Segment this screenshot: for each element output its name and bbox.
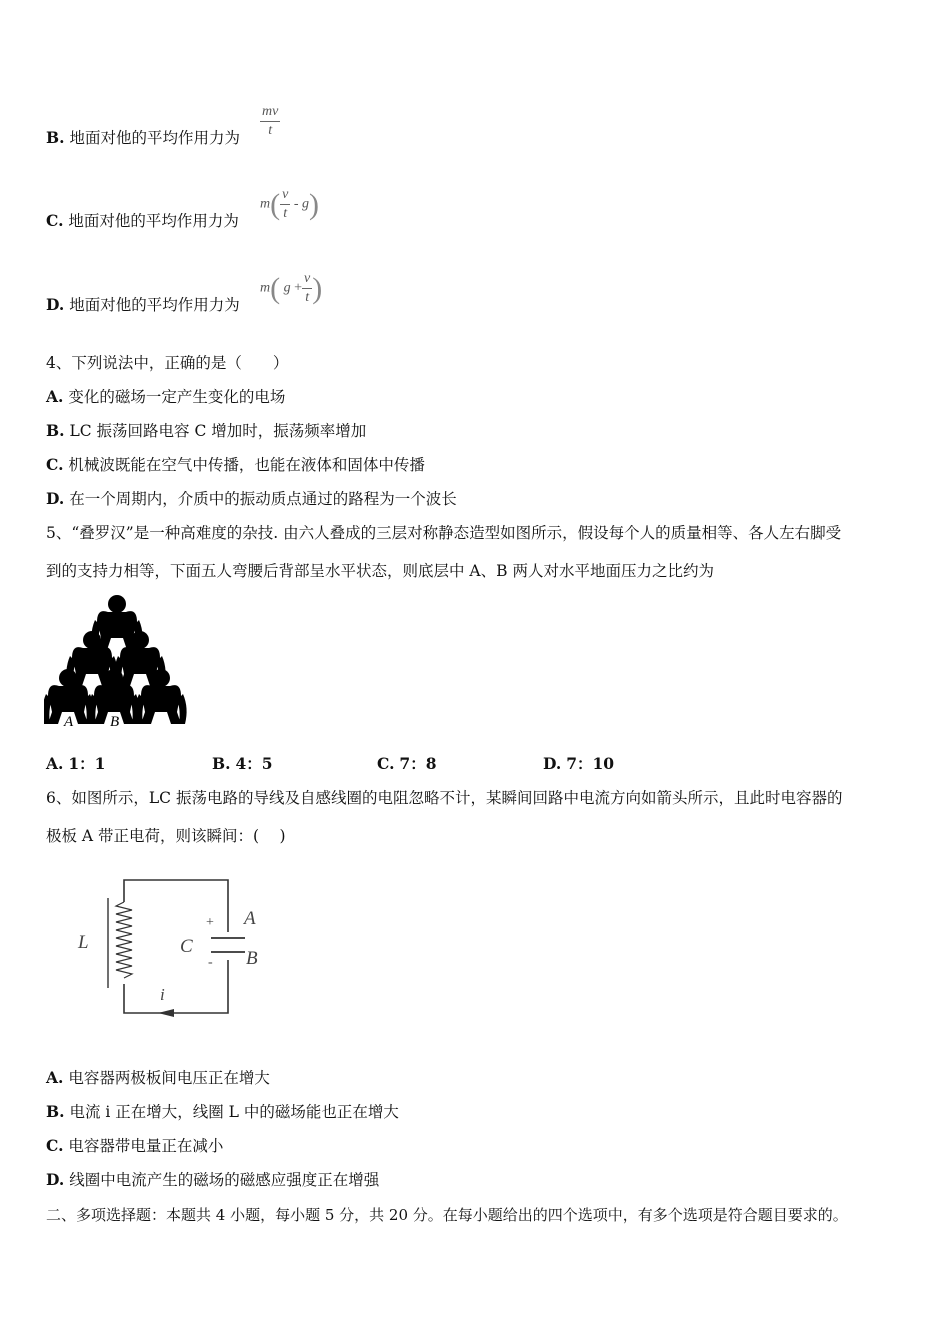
- option-label: B.: [46, 421, 65, 440]
- label-a: A: [244, 908, 256, 929]
- section-2-heading: 二、多项选择题：本题共 4 小题，每小题 5 分，共 20 分。在每小题给出的四个选项中，有多个选项是符合题目要求的。: [46, 1206, 848, 1224]
- q6-option-d: [46, 1170, 379, 1190]
- formula-g: g: [302, 196, 310, 212]
- option-label: B.: [46, 1102, 65, 1121]
- q4-option-a: [46, 387, 285, 407]
- option-text: LC 振荡回路电容 C 增加时，振荡频率增加: [69, 422, 367, 440]
- formula-plus: +: [294, 280, 303, 296]
- fraction-denominator: t: [268, 123, 273, 138]
- q4-option-b: [46, 421, 366, 441]
- option-label: B.: [212, 754, 231, 773]
- q5-stem-line2: 到的支持力相等，下面五人弯腰后背部呈水平状态，则底层中 A、B 两人对水平地面压力之比约为: [46, 562, 714, 580]
- option-text: 7：8: [399, 754, 437, 773]
- option-text: 4：5: [235, 754, 273, 773]
- q6-stem-line1: 6、如图所示，LC 振荡电路的导线及自感线圈的电阻忽略不计，某瞬间回路中电流方向如箭头所示，且此时电容器的: [46, 789, 843, 807]
- q3-d-formula: [260, 270, 322, 307]
- label-plus: +: [206, 915, 214, 930]
- current-arrow: [158, 1009, 174, 1017]
- option-text: 在一个周期内，介质中的振动质点通过的路程为一个波长: [69, 490, 457, 508]
- option-text: 机械波既能在空气中传播，也能在液体和固体中传播: [68, 456, 425, 474]
- q3-b-formula: [260, 103, 280, 140]
- option-text: 电容器两极板间电压正在增大: [68, 1069, 270, 1087]
- option-text: 电容器带电量正在减小: [68, 1137, 224, 1155]
- q5-option-b: [212, 754, 273, 774]
- option-label: C.: [46, 1136, 64, 1155]
- right-paren: ): [312, 271, 323, 305]
- q5-option-c: [377, 754, 436, 774]
- option-label: C.: [46, 211, 64, 230]
- q3-option-c: [46, 211, 239, 231]
- formula-m: m: [260, 196, 271, 212]
- option-label: C.: [46, 455, 64, 474]
- label-minus: -: [208, 955, 213, 970]
- formula-m: m: [260, 280, 271, 296]
- option-text: 地面对他的平均作用力为: [69, 129, 240, 147]
- q6-option-b: [46, 1102, 399, 1122]
- q5-option-d: [543, 754, 614, 774]
- option-label: A.: [46, 1068, 64, 1087]
- right-paren: ): [309, 187, 320, 221]
- option-text: 地面对他的平均作用力为: [68, 212, 239, 230]
- label-i: i: [160, 985, 165, 1004]
- option-label: D.: [46, 295, 65, 314]
- q3-option-d: [46, 295, 240, 315]
- option-label: D.: [46, 1170, 65, 1189]
- formula-minus: -: [293, 196, 299, 212]
- person-bottom-right: [135, 669, 186, 724]
- option-label: C.: [377, 754, 395, 773]
- q6-option-c: [46, 1136, 223, 1156]
- fraction-numerator: mv: [260, 103, 280, 122]
- option-text: 变化的磁场一定产生变化的电场: [68, 388, 286, 406]
- label-b: B: [246, 948, 258, 969]
- lc-circuit-figure: [72, 868, 272, 1020]
- q4-option-d: [46, 489, 457, 509]
- option-label: A.: [46, 754, 64, 773]
- option-text: 线圈中电流产生的磁场的磁感应强度正在增强: [69, 1171, 380, 1189]
- option-text: 地面对他的平均作用力为: [69, 296, 240, 314]
- option-label: D.: [46, 489, 65, 508]
- q6-option-a: [46, 1068, 270, 1088]
- formula-g: g: [283, 280, 291, 296]
- fraction-numerator: v: [302, 270, 312, 289]
- q4-option-c: [46, 455, 425, 475]
- q3-c-formula: [260, 186, 319, 223]
- option-label: B.: [46, 128, 65, 147]
- human-pyramid-figure: [44, 590, 190, 732]
- q3-option-b: [46, 128, 240, 148]
- q4-stem: 4、下列说法中，正确的是（ ）: [46, 354, 289, 372]
- label-b: B: [110, 714, 120, 730]
- fraction-denominator: t: [305, 290, 310, 305]
- option-label: D.: [543, 754, 562, 773]
- fraction-numerator: v: [280, 186, 290, 205]
- label-a: A: [64, 714, 74, 730]
- left-paren: (: [270, 271, 281, 305]
- label-c: C: [180, 936, 193, 957]
- label-l: L: [78, 932, 89, 953]
- q5-option-a: [46, 754, 105, 774]
- option-text: 电流 i 正在增大，线圈 L 中的磁场能也正在增大: [69, 1103, 399, 1121]
- option-text: 7：10: [566, 754, 615, 773]
- q6-stem-line2: 极板 A 带正电荷，则该瞬间：( ): [46, 827, 286, 845]
- q5-stem-line1: 5、“叠罗汉”是一种高难度的杂技. 由六人叠成的三层对称静态造型如图所示，假设每个人的质量相等、各人左右脚受: [46, 524, 842, 542]
- left-paren: (: [270, 187, 281, 221]
- option-label: A.: [46, 387, 64, 406]
- option-text: 1：1: [68, 754, 106, 773]
- fraction-denominator: t: [283, 206, 288, 221]
